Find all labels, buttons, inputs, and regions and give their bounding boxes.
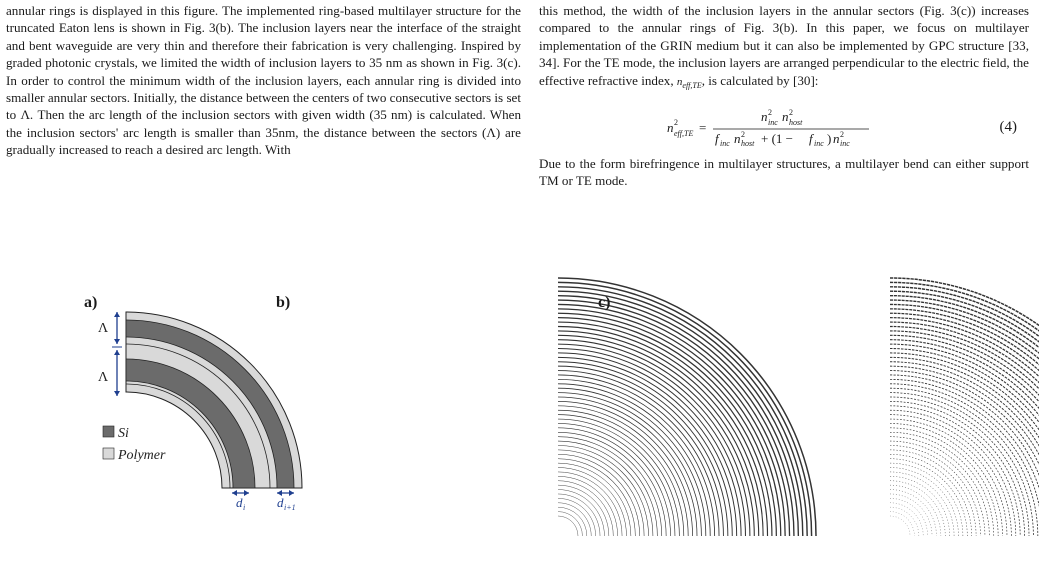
eq-den-n2-sub: inc bbox=[840, 139, 850, 148]
inclusion-ring bbox=[558, 335, 759, 536]
inclusion-ring bbox=[558, 485, 609, 536]
inclusion-ring bbox=[558, 498, 596, 536]
inclusion-ring bbox=[890, 459, 967, 536]
inclusion-ring bbox=[890, 454, 972, 536]
inclusion-ring bbox=[558, 331, 763, 536]
panel-a bbox=[98, 312, 302, 512]
inclusion-ring bbox=[890, 410, 1016, 536]
inclusion-ring bbox=[558, 304, 790, 536]
d-i-arrow-head-right bbox=[244, 490, 249, 496]
inclusion-ring bbox=[558, 410, 684, 536]
equation-number: (4) bbox=[999, 119, 1017, 135]
panel-b-annular-rings bbox=[558, 278, 816, 536]
paragraph-text: this method, the width of the inclusion layers in the annular sectors (Fig. 3(c)) increases compared to the annular rings of Fig. 3(b). In this paper, we focus on multilayer implementation of the GRIN medium but it can also be implemented by GPC structure [33, 34]. For the TE mode, the inclusion layers are arranged perpendicular to the electric field, the effective refractive index, bbox=[539, 3, 1029, 88]
inclusion-ring bbox=[890, 401, 1025, 536]
inclusion-ring bbox=[558, 357, 737, 536]
lambda-arrow-1-head-bottom bbox=[114, 339, 120, 344]
inclusion-ring bbox=[558, 291, 803, 536]
inclusion-ring bbox=[890, 415, 1011, 536]
d-i1-subscript: i+1 bbox=[284, 503, 296, 512]
eq-den-n1-sup: 2 bbox=[741, 130, 745, 139]
d-i1-label: d bbox=[277, 495, 284, 510]
eq-lhs: n bbox=[667, 120, 674, 135]
eq-num-a-sup: 2 bbox=[768, 108, 772, 117]
inclusion-ring bbox=[890, 507, 919, 536]
inclusion-ring bbox=[558, 393, 701, 536]
inclusion-ring bbox=[890, 450, 976, 536]
inclusion-ring bbox=[890, 287, 1039, 536]
panel-label-a: a) bbox=[84, 294, 98, 311]
eq-den-n1-sub: host bbox=[741, 139, 755, 148]
eq-den-mid: + (1 − bbox=[761, 131, 793, 146]
eq-den-f1-sub: inc bbox=[720, 139, 730, 148]
inclusion-ring bbox=[890, 393, 1033, 536]
d-i1-arrow-head-right bbox=[289, 490, 294, 496]
inclusion-ring bbox=[890, 423, 1003, 536]
legend-si-swatch bbox=[103, 426, 114, 437]
inclusion-ring bbox=[558, 432, 662, 536]
inclusion-ring bbox=[558, 353, 741, 536]
subscript: eff,TE bbox=[682, 80, 702, 90]
inclusion-ring bbox=[890, 503, 923, 536]
eq-den-close: ) bbox=[827, 131, 832, 146]
d-i-label: d bbox=[236, 495, 243, 510]
legend-polymer-label: Polymer bbox=[118, 448, 166, 463]
symbol: n bbox=[676, 75, 683, 88]
inclusion-ring bbox=[890, 419, 1007, 536]
inclusion-ring bbox=[890, 291, 1039, 536]
inclusion-ring bbox=[558, 468, 626, 536]
right-paragraph-2: Due to the form birefringence in multilayer structures, a multilayer bend can either support TM or TE mode. bbox=[539, 156, 1029, 189]
eq-den-n2-sup: 2 bbox=[840, 130, 844, 139]
panel-c-annular-sectors bbox=[890, 278, 1039, 536]
panel-label-b: b) bbox=[276, 294, 291, 311]
left-paragraph: annular rings is displayed in this figure. The implemented ring-based multilayer structure for the truncated Eaton lens is shown in Fig. 3(b). The inclusion layers near the interface of the straight and bent waveguide are very thin and therefore their fabrication is very challenging. Inspired by graded photonic crystals, we limited the width of inclusion layers to 35 nm as shown in Fig. 3(c). In order to control the minimum width of the inclusion layers, each annular ring is divided into smaller annular sectors. Initially, the distance between the centers of two consecutive sectors is set to Λ. Then the arc length of the inclusion sectors with given width (35 nm) is calculated. When the inclusion sectors' arc length is smaller than 35nm, the distance between the sectors (Λ) are gradually increased to reach a desired arc length. With bbox=[6, 3, 521, 158]
eq-num-b-sup: 2 bbox=[789, 108, 793, 117]
inclusion-ring bbox=[558, 397, 697, 536]
inclusion-ring bbox=[890, 494, 932, 536]
eq-den-f2-sub: inc bbox=[814, 139, 824, 148]
inclusion-ring bbox=[558, 366, 728, 536]
inclusion-ring bbox=[890, 331, 1039, 536]
inclusion-ring bbox=[890, 318, 1039, 536]
inclusion-ring bbox=[890, 441, 985, 536]
inclusion-ring bbox=[558, 419, 675, 536]
d-i-subscript: i bbox=[243, 503, 246, 512]
lambda-label-1: Λ bbox=[98, 321, 109, 336]
legend-si-label: Si bbox=[118, 426, 129, 441]
inclusion-ring bbox=[890, 397, 1029, 536]
inclusion-ring bbox=[558, 423, 671, 536]
lambda-arrow-1-head-top bbox=[114, 312, 120, 317]
inclusion-ring bbox=[558, 415, 679, 536]
eq-num-a: n bbox=[761, 109, 768, 124]
eq-lhs-sub: eff,TE bbox=[674, 129, 694, 138]
inclusion-ring bbox=[558, 322, 772, 536]
inclusion-ring bbox=[558, 463, 631, 536]
eq-den-f1: f bbox=[715, 131, 719, 146]
inclusion-ring bbox=[558, 300, 794, 536]
inclusion-ring bbox=[890, 498, 928, 536]
paragraph-text-end: , is calculated by [30]: bbox=[701, 72, 819, 88]
legend-polymer-swatch bbox=[103, 448, 114, 459]
inclusion-ring bbox=[890, 512, 914, 536]
inclusion-ring bbox=[890, 516, 910, 536]
lambda-arrow-2-head-bottom bbox=[114, 391, 120, 396]
lambda-label-2: Λ bbox=[98, 370, 109, 385]
eq-lhs-sup: 2 bbox=[674, 118, 678, 127]
inclusion-ring bbox=[558, 494, 600, 536]
inclusion-ring bbox=[890, 485, 941, 536]
inclusion-ring bbox=[558, 516, 578, 536]
eq-num-b-sub: host bbox=[789, 118, 803, 127]
inclusion-ring bbox=[558, 459, 635, 536]
inclusion-ring bbox=[890, 476, 950, 536]
inclusion-ring bbox=[890, 357, 1039, 536]
inclusion-ring bbox=[890, 432, 994, 536]
inclusion-ring bbox=[890, 428, 998, 536]
eq-num-b: n bbox=[782, 109, 789, 124]
inclusion-ring bbox=[558, 454, 640, 536]
eq-equals: = bbox=[699, 120, 707, 135]
inclusion-ring bbox=[890, 282, 1039, 536]
inclusion-ring bbox=[558, 507, 587, 536]
inclusion-ring bbox=[558, 490, 604, 536]
eq-den-f2: f bbox=[809, 131, 813, 146]
inclusion-ring bbox=[890, 463, 963, 536]
inclusion-ring bbox=[558, 349, 745, 536]
inclusion-ring bbox=[890, 490, 936, 536]
inclusion-ring bbox=[890, 481, 945, 536]
inclusion-ring bbox=[558, 512, 582, 536]
inclusion-ring bbox=[890, 437, 989, 536]
eq-den-n1: n bbox=[734, 131, 741, 146]
lambda-arrow-2-head-top bbox=[114, 350, 120, 355]
inclusion-ring bbox=[890, 304, 1039, 536]
panel-label-c: c) bbox=[598, 294, 611, 311]
inclusion-ring bbox=[890, 468, 958, 536]
inclusion-ring bbox=[558, 437, 657, 536]
eq-num-a-sub: inc bbox=[768, 118, 778, 127]
eq-den-n2: n bbox=[833, 131, 840, 146]
